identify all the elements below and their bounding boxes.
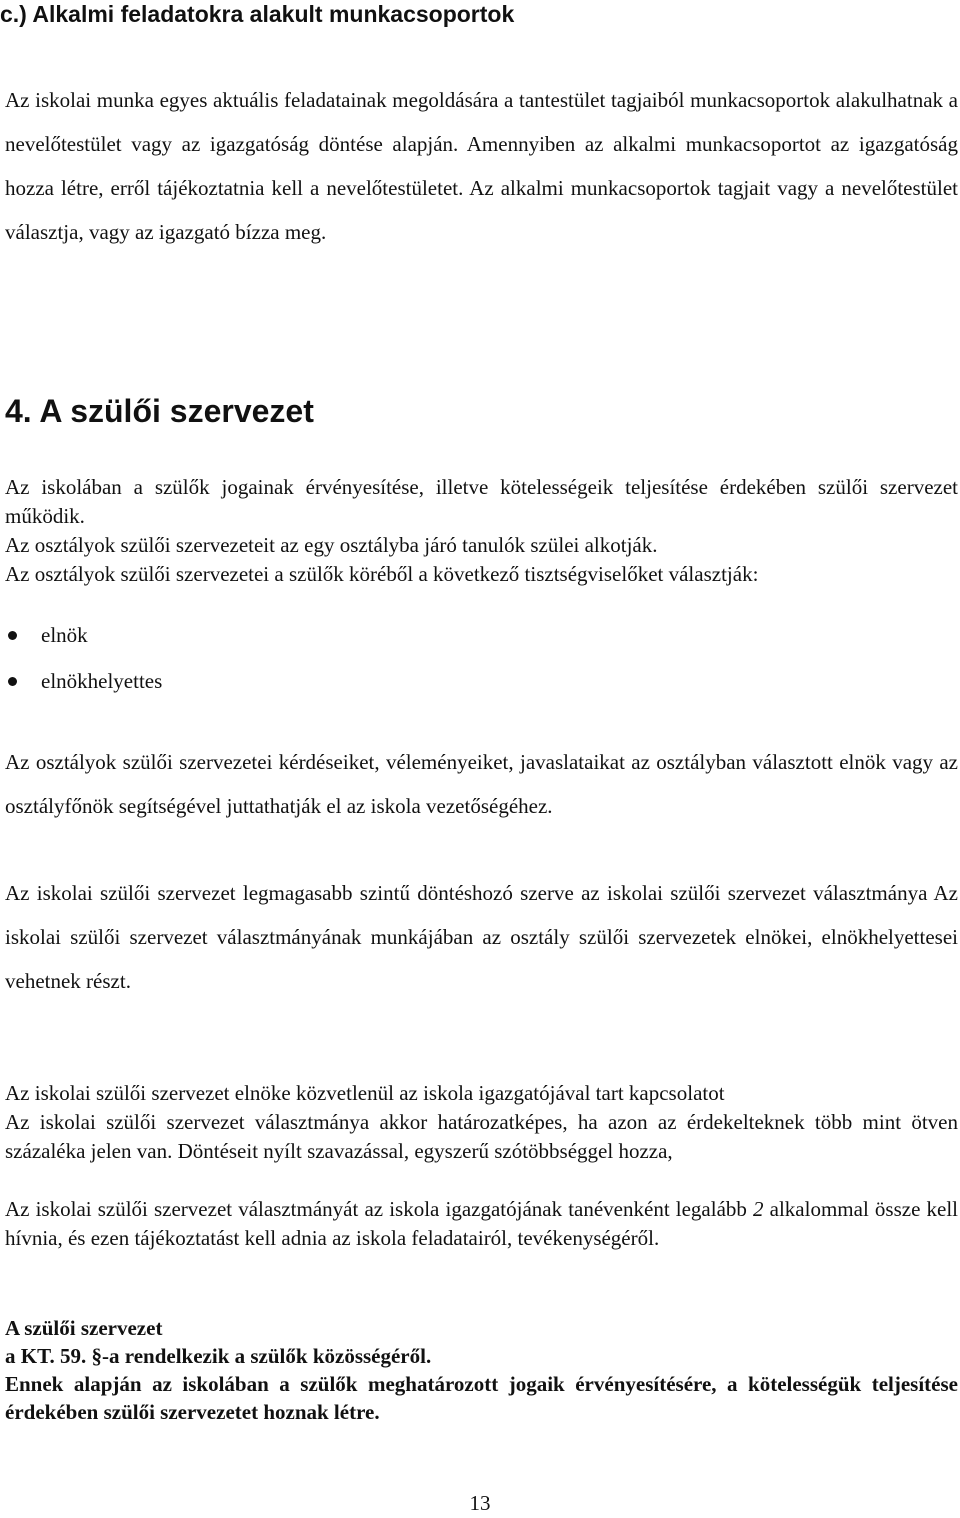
intro-paragraph-1: Az iskolában a szülők jogainak érvényesítése, illetve kötelességeik teljesítése érdekében szülői szervezet működik. <box>5 475 958 528</box>
quorum-text-b: szavazással, egyszerű szótöbbséggel hozza, <box>301 1139 673 1163</box>
intro-paragraph-2: Az osztályok szülői szervezeteit az egy osztályba járó tanulók szülei alkotják. <box>5 533 658 557</box>
bold-title: A szülői szervezet <box>5 1316 163 1340</box>
section-4-heading: 4. A szülői szervezet <box>5 393 314 429</box>
quorum-text-a: Az iskolai szülői szervezet választmánya akkor határozatképes, ha azon az érdekelteknek több mint ötven százaléka jelen van. Döntéseit nyílt <box>5 1110 958 1163</box>
officer-label: elnökhelyettes <box>41 669 163 693</box>
bold-paragraph: Ennek alapján az iskolában a szülők meghatározott jogaik érvényesítésére, a kötelességük teljesítése érdekében szülői szervezetet hoznak létre. <box>5 1372 958 1424</box>
section-c-title: c.) Alkalmi feladatokra alakult munkacsoportok <box>0 1 515 27</box>
opinions-paragraph: Az osztályok szülői szervezetei kérdéseiket, véleményeiket, javaslataikat az osztályban választott elnök vagy az osztályfőnök segítségével juttathatják el az iskola vezetőségéhez. <box>5 750 958 818</box>
section-c-paragraph: Az iskolai munka egyes aktuális feladatainak megoldására a tantestület tagjaiból munkacsoportok alakulhatnak a nevelőtestület vagy az igazgatóság döntése alapján. Amennyiben az alkalmi munkacsoportot az igazgatóság hozza létre, erről tájékoztatnia kell a nevelőtestületet. Az alkalmi munkacsoportok tagjait vagy a nevelőtestület választja, vagy az igazgató bízza meg. <box>5 88 958 244</box>
meeting-count: 2 <box>753 1197 764 1221</box>
quorum-paragraph <box>5 1108 958 1166</box>
officer-label: elnök <box>41 623 88 647</box>
contact-paragraph: Az iskolai szülői szervezet elnöke közvetlenül az iskola igazgatójával tart kapcsolatot <box>5 1081 725 1105</box>
page-number: 13 <box>469 1491 491 1515</box>
meeting-paragraph <box>5 1195 958 1253</box>
top-body-paragraph: Az iskolai szülői szervezet legmagasabb szintű döntéshozó szerve az iskolai szülői szervezet választmánya Az iskolai szülői szervezet választmányának munkájában az osztály szülői szervezetek elnökei, elnökhelyettesei vehetnek részt. <box>5 881 958 993</box>
bullet-icon <box>8 631 17 640</box>
meeting-text-a: Az iskolai szülői szervezet választmányát az iskola igazgatójának tanévenként legalább <box>5 1197 754 1221</box>
bold-law-reference: a KT. 59. §-a rendelkezik a szülők közösségéről. <box>5 1344 432 1368</box>
intro-paragraph-3: Az osztályok szülői szervezetei a szülők köréből a következő tisztségviselőket választják: <box>5 562 759 586</box>
bullet-icon <box>8 677 17 686</box>
meeting-text-b: alkalommal össze kell hívnia, és ezen tájékoztatást kell adnia az iskola feladatairól, tevékenységéről. <box>5 1197 958 1250</box>
